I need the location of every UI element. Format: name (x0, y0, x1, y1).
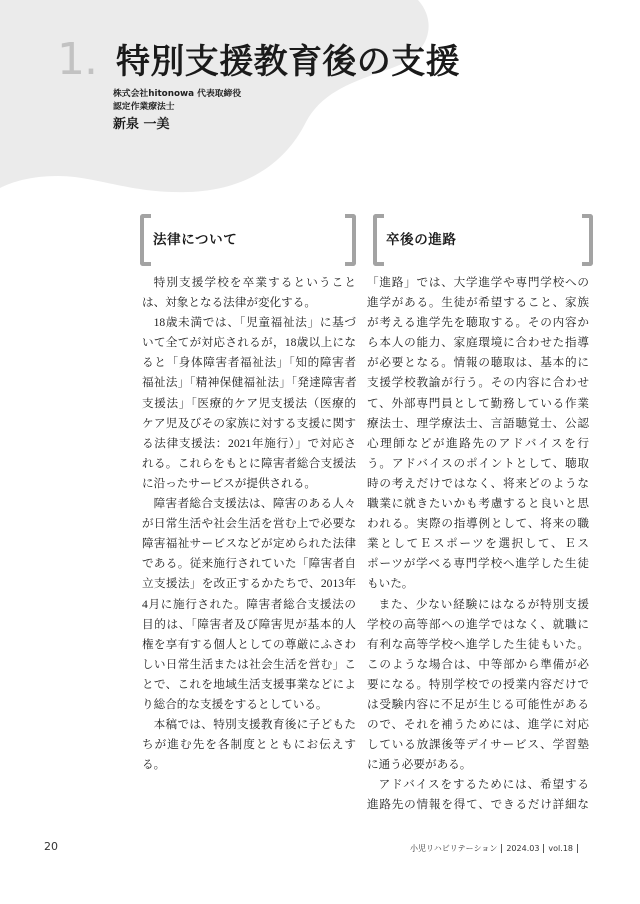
text-line: である。従来施行されていた「障害者自 (142, 557, 356, 571)
text-line: に沿ったサービスが提供される。 (142, 476, 316, 490)
paragraph (367, 775, 589, 815)
separator (501, 844, 502, 853)
text-line: 18歳未満では、「児童福祉法」に基づ (153, 316, 356, 330)
text-line: 要になる。特別学校での授業内容だけで (367, 677, 589, 691)
text-line: が必要となる。情報の聴取は、基本的に (367, 356, 589, 370)
right-column-body (367, 273, 589, 816)
text-line: は、対象となる法律が変化する。 (142, 296, 316, 310)
paragraph (367, 595, 589, 776)
text-line: 有利な高等学校へ進学した生徒もいた。 (367, 637, 589, 651)
text-line: ケア児及びその家族に対する支援に関す (142, 416, 356, 430)
text-line: 権を享有する個人としての尊厳にふさわ (142, 637, 356, 651)
text-line: いて全てが対応されるが，18歳以上にな (142, 336, 356, 350)
text-line: 時の考えだけではなく、将来どのような (367, 476, 589, 490)
text-line: ポーツが学べる専門学校へ進学した生徒 (367, 557, 589, 571)
page-number: 20 (44, 840, 58, 853)
text-line: アドバイスをするためには、希望する (378, 778, 589, 792)
text-line: 「進路」では、大学進学や専門学校への (367, 276, 589, 289)
text-line: に通う必要がある。 (367, 758, 472, 772)
text-line: ると「身体障害者福祉法」「知的障害者 (142, 356, 356, 370)
text-line: とで、これを地域生活支援事業などによ (142, 677, 356, 691)
text-line: 進学がある。生徒が希望すること、家族 (367, 296, 589, 310)
text-line: ら本人の能力、家庭環境に合わせた指導 (367, 336, 589, 350)
paragraph (142, 494, 356, 715)
text-line: ので、それを補うためには、進学に対応 (367, 718, 589, 732)
section-heading-career: 卒後の進路 (386, 232, 457, 248)
text-line: が日常生活や社会生活を営む上で必要な (142, 517, 356, 531)
text-line: は受験内容に不足が生じる可能性がある (367, 697, 589, 711)
left-column-body (142, 273, 356, 775)
text-line: る法律支援法：2021年施行）」で対応さ (142, 436, 356, 450)
separator (577, 844, 578, 853)
author-name: 新泉 一美 (113, 117, 170, 132)
text-line: 障害福祉サービスなどが定められた法律 (142, 537, 356, 551)
text-line: もいた。 (367, 577, 414, 591)
section-number: 1. (57, 34, 97, 85)
text-line: しい日常生活または社会生活を営む」こ (142, 657, 356, 671)
text-line: 心理師などが進路先のアドバイスを行 (367, 436, 589, 450)
text-line: 本稿では、特別支援教育後に子どもた (153, 718, 356, 732)
text-line: が考える進学先を聴取する。その内容か (367, 316, 589, 330)
text-line: 障害者総合支援法は、障害のある人々 (153, 497, 356, 511)
background-blob (0, 0, 640, 220)
article-title: 特別支援教育後の支援 (116, 42, 460, 82)
text-line: 立支援法」を改正するかたちで、2013年 (142, 577, 356, 591)
text-line: 進路先の情報を得て、できるだけ詳細な (367, 798, 589, 812)
author-affiliation: 株式会社hitonowa 代表取締役 (113, 89, 242, 99)
text-line: 職業に就きたいかも考慮すると良いと思 (367, 497, 589, 511)
text-line: 支援学校教諭が行う。その内容に合わせ (367, 376, 589, 390)
text-line: している放課後等デイサービス、学習塾 (367, 738, 589, 752)
section-heading-law: 法律について (153, 232, 238, 248)
text-line: 療法士、理学療法士、言語聴覚士、公認 (367, 416, 589, 430)
text-line: 特別支援学校を卒業するということ (153, 276, 356, 289)
paragraph (367, 273, 589, 595)
volume-number: vol.18 (548, 843, 573, 853)
text-line: り総合的な支援をするとしている。 (142, 697, 328, 711)
text-line: る。 (142, 758, 166, 772)
issue-date: 2024.03 (506, 843, 540, 853)
journal-name: 小児リハビリテーション (410, 843, 498, 853)
text-line: われる。実際の指導例として、将来の職 (367, 517, 589, 531)
text-line: 4月に施行された。障害者総合支援法の (142, 597, 356, 611)
text-line: また、少ない経験にはなるが特別支援 (378, 597, 589, 611)
paragraph (142, 715, 356, 775)
author-credential: 認定作業療法士 (113, 101, 175, 112)
separator (543, 844, 544, 853)
author-block (113, 88, 241, 133)
text-line: う。アドバイスのポイントとして、聴取 (367, 456, 589, 470)
text-line: 目的は、「障害者及び障害児が基本的人 (142, 617, 356, 631)
text-line: 学校の高等部への進学ではなく、就職に (367, 617, 589, 631)
paragraph (142, 313, 356, 494)
paragraph (142, 273, 356, 313)
section-heading-box-career (373, 214, 593, 266)
text-line: れる。これらをもとに障害者総合支援法 (142, 456, 356, 470)
section-heading-box-law (140, 214, 356, 266)
text-line: 支援法」「医療的ケア児支援法（医療的 (142, 396, 356, 410)
text-line: このような場合は、中等部から準備が必 (367, 657, 589, 671)
running-footer (410, 842, 582, 854)
text-line: て、外部専門員として勤務している作業 (367, 396, 589, 410)
text-line: 業としてＥスポーツを選択して、Ｅス (367, 537, 589, 551)
text-line: 福祉法」「精神保健福祉法」「発達障害者 (142, 376, 356, 390)
text-line: ちが進む先を各制度とともにお伝えす (142, 738, 356, 752)
